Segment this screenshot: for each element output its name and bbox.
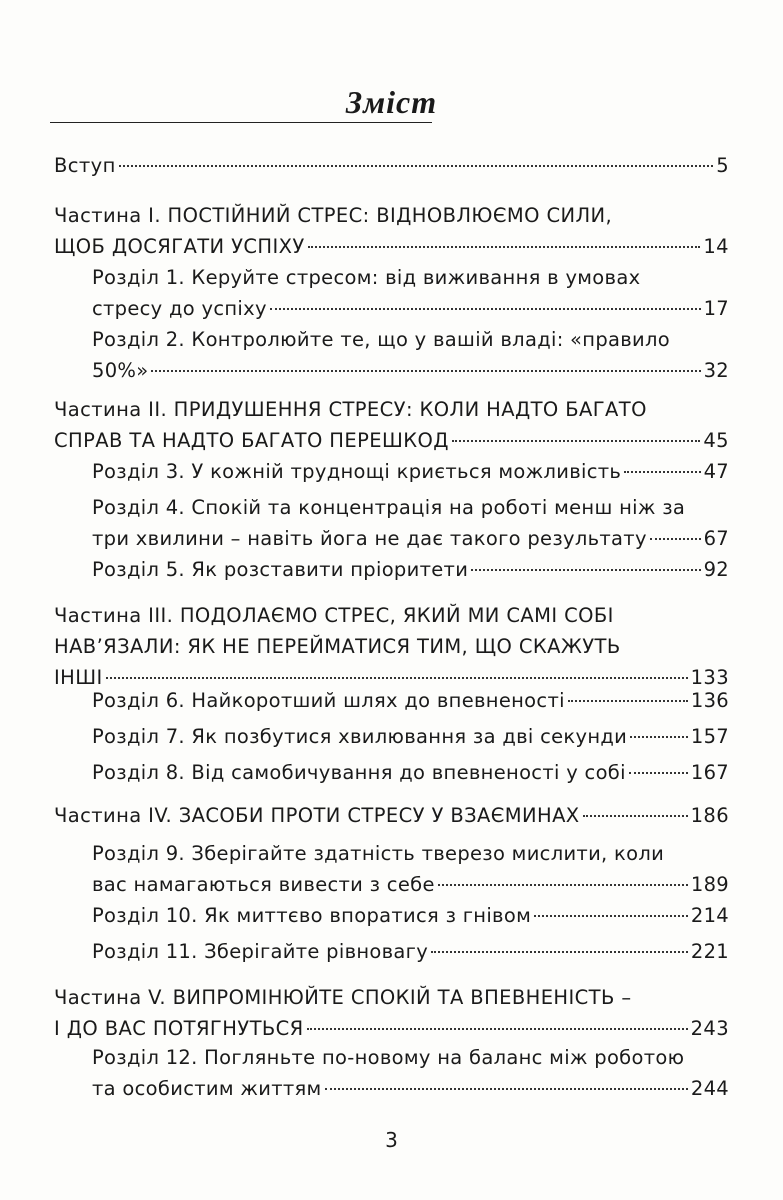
toc-entry-text: Розділ 3. У кожній труднощі криється можливість [92, 460, 622, 483]
toc-entry-2 [54, 200, 729, 262]
page-title: Зміст [345, 84, 438, 120]
toc-page-number: 92 [703, 558, 729, 581]
toc-entry-row [92, 757, 729, 788]
dot-leader [307, 1028, 688, 1030]
toc-page-number: 32 [703, 359, 729, 382]
toc-entry-row [92, 721, 729, 752]
toc-entry-11 [92, 721, 729, 752]
toc-entry-row [92, 869, 729, 900]
toc-entry-text: І ДО ВАС ПОТЯГНУТЬСЯ [54, 1017, 304, 1040]
toc-page-number: 243 [690, 1017, 729, 1040]
toc-entry-row [92, 355, 729, 386]
toc-entry-7 [92, 492, 729, 554]
toc-entry-text: Розділ 7. Як позбутися хвилювання за дві секунди [92, 725, 628, 748]
toc-entry-row [92, 456, 729, 487]
toc-entry-row [92, 900, 729, 931]
toc-entry-row [92, 523, 729, 554]
toc-page-number: 45 [703, 429, 729, 452]
toc-entry-text: Частина V. ВИПРОМІНЮЙТЕ СПОКІЙ ТА ВПЕВНЕНІСТЬ – [54, 986, 632, 1009]
dot-leader [534, 915, 688, 917]
dot-leader [629, 772, 688, 774]
toc-page-number: 186 [690, 804, 729, 827]
toc-page-number: 136 [690, 689, 729, 712]
toc-entry-text: Частина IV. ЗАСОБИ ПРОТИ СТРЕСУ У ВЗАЄМИНАХ [54, 804, 580, 827]
dot-leader [471, 569, 700, 571]
toc-page-number: 17 [703, 297, 729, 320]
toc-entry-text: Розділ 6. Найкоротший шлях до впевненості [92, 689, 565, 712]
toc-page-number: 189 [690, 873, 729, 896]
toc-entry-row [92, 554, 729, 585]
toc-page-number: 221 [690, 940, 729, 963]
toc-page-number: 47 [703, 460, 729, 483]
toc-entry-3 [92, 262, 729, 324]
toc-entry-text: Частина I. ПОСТІЙНИЙ СТРЕС: ВІДНОВЛЮЄМО СИЛИ, [54, 204, 613, 227]
dot-leader [325, 1088, 688, 1090]
dot-leader [119, 165, 713, 167]
toc-entry-12 [92, 757, 729, 788]
toc-entry-text: Розділ 4. Спокій та концентрація на роботі менш ніж за [92, 496, 686, 519]
toc-page-number: 214 [690, 904, 729, 927]
toc-entry-17 [54, 982, 729, 1044]
toc-entry-text: Розділ 1. Керуйте стресом: від виживання в умовах [92, 266, 641, 289]
toc-entry-row [54, 1013, 729, 1044]
toc-entry-18 [92, 1042, 729, 1104]
toc-page-number: 67 [703, 527, 729, 550]
toc-entry-14 [92, 838, 729, 900]
toc-entry-text: Розділ 5. Як розставити пріоритети [92, 558, 469, 581]
toc-entry-6 [92, 456, 729, 487]
dot-leader [431, 951, 688, 953]
toc-page-number: 157 [690, 725, 729, 748]
toc-entry-text: НАВ’ЯЗАЛИ: ЯК НЕ ПЕРЕЙМАТИСЯ ТИМ, ЩО СКАЖУТЬ [54, 635, 621, 658]
toc-entry-row [54, 800, 729, 831]
toc-entry-4 [92, 324, 729, 386]
toc-entry-text: Розділ 12. Погляньте по-новому на баланс між роботою [92, 1046, 685, 1069]
dot-leader [151, 370, 700, 372]
toc-entry-16 [92, 936, 729, 967]
toc-entry-text: Частина II. ПРИДУШЕННЯ СТРЕСУ: КОЛИ НАДТО БАГАТО [54, 398, 647, 421]
dot-leader [438, 884, 688, 886]
toc-entry-text: ІНШІ [54, 666, 103, 689]
title-underline [50, 122, 432, 123]
dot-leader [583, 815, 688, 817]
toc-page-number: 14 [703, 235, 729, 258]
toc-entry-text: Розділ 9. Зберігайте здатність тверезо мислити, коли [92, 842, 665, 865]
dot-leader [568, 700, 688, 702]
toc-entry-text: Вступ [54, 154, 116, 177]
toc-entry-text: 50%» [92, 359, 149, 382]
toc-entry-9 [54, 600, 729, 693]
dot-leader [650, 538, 701, 540]
toc-entry-text: та особистим життям [92, 1077, 322, 1100]
toc-entry-text: Розділ 2. Контролюйте те, що у вашій владі: «правило [92, 328, 671, 351]
toc-page-number: 167 [690, 761, 729, 784]
toc-entry-row [92, 936, 729, 967]
dot-leader [630, 736, 688, 738]
toc-entry-text: Частина III. ПОДОЛАЄМО СТРЕС, ЯКИЙ МИ САМІ СОБІ [54, 604, 614, 627]
toc-page-number: 5 [716, 154, 729, 177]
toc-entry-text: Розділ 8. Від самобичування до впевненості у собі [92, 761, 626, 784]
toc-entry-text: ЩОБ ДОСЯГАТИ УСПІХУ [54, 235, 305, 258]
toc-entry-text: стресу до успіху [92, 297, 267, 320]
toc-entry-text: Розділ 10. Як миттєво впоратися з гнівом [92, 904, 532, 927]
toc-page-number: 133 [690, 666, 729, 689]
dot-leader [624, 471, 700, 473]
toc-entry-8 [92, 554, 729, 585]
toc-entry-15 [92, 900, 729, 931]
toc-entry-row [54, 231, 729, 262]
toc-entry-text: Розділ 11. Зберігайте рівновагу [92, 940, 429, 963]
toc-entry-13 [54, 800, 729, 831]
toc-entry-row [92, 293, 729, 324]
toc-entry-text: три хвилини – навіть йога не дає такого результату [92, 527, 647, 550]
dot-leader [452, 440, 701, 442]
toc-entry-10 [92, 685, 729, 716]
toc-entry-text: СПРАВ ТА НАДТО БАГАТО ПЕРЕШКОД [54, 429, 449, 452]
dot-leader [270, 308, 701, 310]
toc-entry-5 [54, 394, 729, 456]
toc-entry-row [92, 1073, 729, 1104]
page-number: 3 [385, 1128, 398, 1152]
toc-entry-row [54, 425, 729, 456]
dot-leader [308, 246, 701, 248]
toc-entry-row [54, 150, 729, 181]
toc-entry-1 [54, 150, 729, 181]
toc-entry-text: вас намагаються вивести з себе [92, 873, 435, 896]
toc-page-number: 244 [690, 1077, 729, 1100]
dot-leader [106, 677, 688, 679]
toc-entry-row [92, 685, 729, 716]
